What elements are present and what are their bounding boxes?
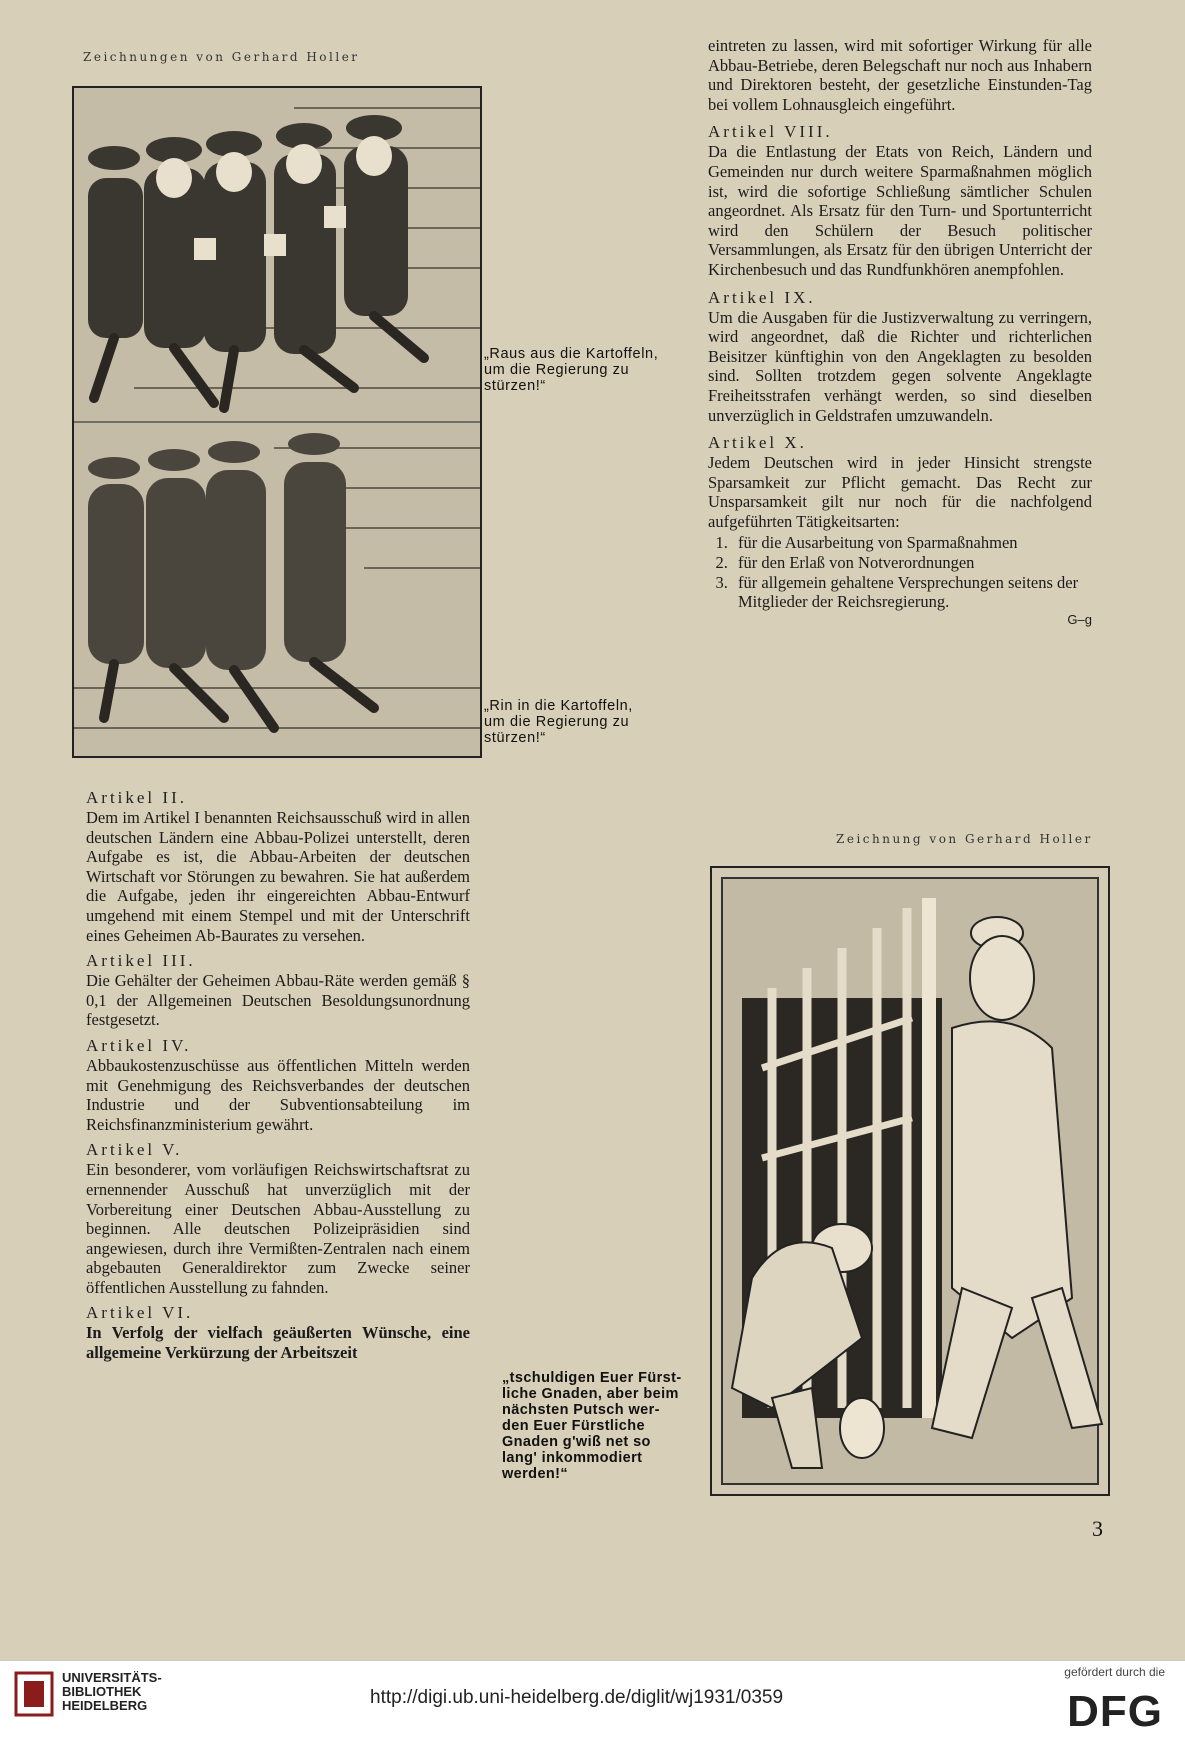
article-2-text: Dem im Artikel I benannten Reichsausschuß wird in allen deutschen Ländern eine Abbau-Polizei unterstellt, deren Aufgabe es ist, die Abbau-Arbeiten der deutschen Wirtschaft vor Störungen zu bewahren. Sie hat außerdem die Aufgabe, jeden ihr eingereichten Abbau-Entwurf umgehend mit einem Stempel und mit der Unterschrift eines Geheimen Ab-Baurates zu versehen. [86, 808, 470, 945]
article-10-text: Jedem Deutschen wird in jeder Hinsicht strengste Sparsamkeit zur Pflicht gemacht. Das Recht zur Unsparsamkeit gilt nur noch für die nachfolgend aufgeführten Tätigkeitsarten: [708, 453, 1092, 531]
article-5-text: Ein besonderer, vom vorläufigen Reichswirtschaftsrat zu ernennender Ausschuß hat unverzüglich mit der Vorbereitung einer Deutschen Abbau-Ausstellung zu beginnen. Alle deutschen Polizeipräsidien sind angewiesen, durch ihre Vermißten-Zentralen nach einem abgebauten Generaldirektor zum Zwecke seiner öffentlichen Ausstellung zu fahnden. [86, 1160, 470, 1297]
article-8-heading: Artikel VIII. [708, 122, 833, 142]
illustration-credit-top: Zeichnungen von Gerhard Holler [83, 50, 360, 64]
illustration-credit-bottom: Zeichnung von Gerhard Holler [836, 832, 1093, 846]
article-9-text: Um die Ausgaben für die Justizverwaltung zu verringern, wird angeordnet, daß die Richter und richterlichen Beisitzer künftighin von den Angeklagten zu besolden sind. Sollten trotzdem gegen solvente Angeklagte Freiheitsstrafen verhängt werden, so sind dieselben unverzüglich in Geldstrafen umzuwandeln. [708, 307, 1092, 425]
article-4-heading: Artikel IV. [86, 1035, 192, 1055]
right-column [708, 36, 1092, 627]
article-5-heading: Artikel V. [86, 1140, 183, 1160]
library-name: UNIVERSITÄTS- BIBLIOTHEK HEIDELBERG [62, 1670, 162, 1713]
footer-bar [0, 1660, 1185, 1748]
cartoon-marching-figures [72, 86, 482, 758]
article-6-text: In Verfolg der vielfach geäußerten Wünsche, eine allgemeine Verkürzung der Arbeitszeit [86, 1323, 470, 1363]
article-3-heading: Artikel III. [86, 951, 196, 971]
article-7-continuation: eintreten zu lassen, wird mit sofortiger Wirkung für alle Abbau-Betriebe, deren Belegschaft nur noch aus Inhabern und Direktoren besteht, der gesetzliche Einstunden-Tag bei vollem Lohnausgleich eingeführt. [708, 36, 1092, 114]
cartoon-gate-drawing [712, 868, 1108, 1494]
article-6-heading: Artikel VI. [86, 1303, 194, 1323]
article-4-text: Abbaukostenzuschüsse aus öffentlichen Mitteln werden mit Genehmigung des Reichsverbandes der deutschen Industrie und der Subventionsabteilung im Reichsfinanzministerium gewährt. [86, 1055, 470, 1134]
cartoon-prince-at-gate [710, 866, 1110, 1496]
article-3-text: Die Gehälter der Geheimen Abbau-Räte werden gemäß § 0,1 der Allgemeinen Deutschen Besoldungsunordnung festgesetzt. [86, 971, 470, 1030]
page-number: 3 [1092, 1516, 1103, 1541]
savings-exceptions-list [708, 533, 1092, 611]
cartoon-marching-drawing [74, 88, 480, 756]
article-10-heading: Artikel X. [708, 433, 807, 453]
left-column [86, 788, 470, 1363]
list-item: 1. für die Ausarbeitung von Sparmaßnahmen [732, 533, 1092, 553]
caption-raus: „Raus aus die Kartoffeln, um die Regierung zu stürzen!“ [484, 346, 659, 394]
article-9-heading: Artikel IX. [708, 287, 816, 307]
library-logo-icon [14, 1671, 54, 1717]
funding-note: gefördert durch die [1064, 1665, 1165, 1679]
author-signature: G–g [1067, 611, 1092, 627]
caption-tschuldigen: „tschuldigen Euer Fürst- liche Gnaden, aber beim nächsten Putsch wer- den Euer Fürstliche Gnaden g'wiß net so lang' inkommodiert werden!“ [502, 1370, 682, 1482]
article-8-text: Da die Entlastung der Etats von Reich, Ländern und Gemeinden nur durch weitere Sparmaßnahmen möglich ist, wird die sofortige Schließung sämtlicher Schulen angeordnet. Als Ersatz für den Turn- und Sportunterricht wird den Schülern der Besuch politischer Versammlungen, als Ersatz für den übrigen Unterricht der Kirchenbesuch und das Rundfunkhören anempfohlen. [708, 142, 1092, 279]
list-item: 2. für den Erlaß von Notverordnungen [732, 553, 1092, 573]
article-2-heading: Artikel II. [86, 788, 187, 807]
dfg-logo: DFG [1067, 1687, 1163, 1736]
caption-rin: „Rin in die Kartoffeln, um die Regierung zu stürzen!“ [484, 698, 633, 746]
list-item: 3. für allgemein gehaltene Versprechungen seitens der Mitglieder der Reichsregierung. [732, 573, 1092, 612]
permalink-url[interactable]: http://digi.ub.uni-heidelberg.de/diglit/wj1931/0359 [370, 1687, 784, 1708]
